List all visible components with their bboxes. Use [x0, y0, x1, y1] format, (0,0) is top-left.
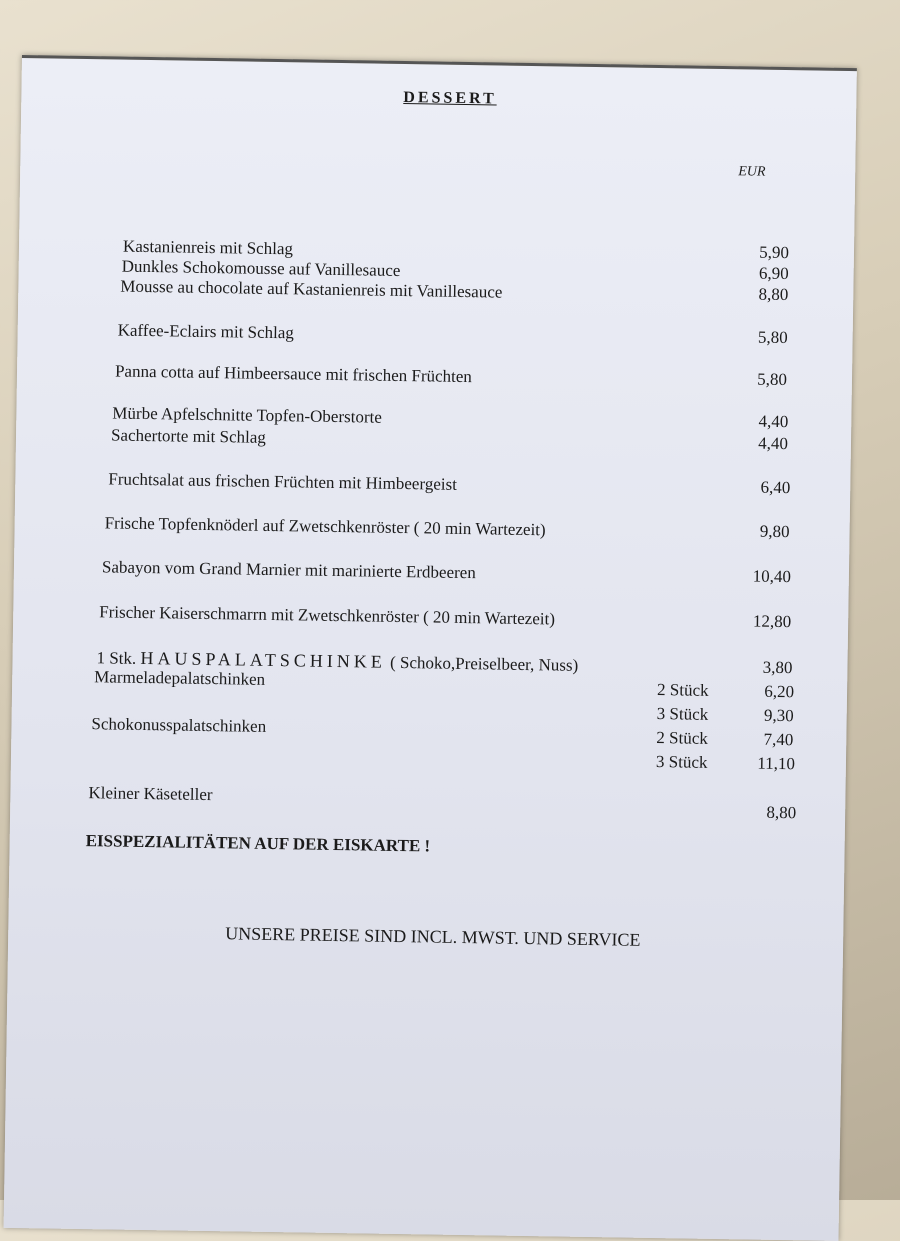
- menu-sheet: [4, 55, 857, 1241]
- palatschinken-qty: 3 Stück: [655, 752, 708, 772]
- palatschinken-price: 7,40: [763, 729, 794, 750]
- menu-item-price: 6,90: [758, 263, 789, 284]
- kaese-price: 8,80: [766, 802, 797, 823]
- menu-item-price: 5,80: [757, 327, 788, 348]
- eis-note: EISSPEZIALITÄTEN AUF DER EISKARTE !: [85, 831, 431, 856]
- kaese-name: Kleiner Käseteller: [88, 783, 213, 805]
- haus-prefix: 1 Stk.: [96, 648, 137, 668]
- menu-item-name: Mürbe Apfelschnitte Topfen-Oberstorte: [112, 403, 382, 427]
- footer-note: UNSERE PREISE SIND INCL. MWST. UND SERVICE: [225, 923, 641, 950]
- haus-suffix: ( Schoko,Preiselbeer, Nuss): [389, 652, 579, 675]
- menu-item-name: Kastanienreis mit Schlag: [122, 236, 294, 259]
- palatschinken-price: 9,30: [763, 705, 794, 726]
- menu-item-price: 10,40: [752, 566, 792, 587]
- menu-item-price: 8,80: [758, 284, 789, 305]
- palatschinken-qty: 2 Stück: [656, 680, 709, 700]
- palatschinken-name: Schokonusspalatschinken: [91, 714, 267, 736]
- menu-item-price: 4,40: [758, 433, 789, 454]
- menu-item-name: Sachertorte mit Schlag: [110, 425, 267, 447]
- haus-name: HAUSPALATSCHINKE: [140, 647, 386, 672]
- menu-item-name: Sabayon vom Grand Marnier mit marinierte Erdbeeren: [101, 557, 476, 583]
- menu-item-price: 6,40: [760, 477, 791, 498]
- menu-item-price: 5,80: [757, 369, 788, 390]
- currency-label: EUR: [738, 164, 766, 180]
- menu-item-price: 5,90: [759, 242, 790, 263]
- palatschinken-name: Marmeladepalatschinken: [94, 667, 266, 689]
- menu-item-name: Mousse au chocolate auf Kastanienreis mit Vanillesauce: [120, 276, 503, 302]
- haus-price: 3,80: [762, 657, 793, 678]
- palatschinken-price: 6,20: [764, 681, 795, 702]
- menu-item-name: Kaffee-Eclairs mit Schlag: [117, 320, 295, 343]
- palatschinken-qty: 2 Stück: [656, 728, 708, 748]
- menu-title: DESSERT: [403, 88, 497, 108]
- menu-item-price: 12,80: [752, 611, 792, 632]
- menu-item-name: Frische Topfenknöderl auf Zwetschkenröster ( 20 min Wartezeit): [104, 513, 546, 540]
- menu-item-name: Fruchtsalat aus frischen Früchten mit Himbeergeist: [108, 469, 458, 494]
- menu-item-price: 4,40: [758, 411, 789, 432]
- menu-item-price: 9,80: [759, 521, 790, 542]
- palatschinken-qty: 3 Stück: [656, 704, 709, 724]
- menu-item-name: Dunkles Schokomousse auf Vanillesauce: [121, 256, 401, 280]
- menu-item-name: Panna cotta auf Himbeersauce mit frischen Früchten: [114, 361, 473, 387]
- menu-item-name: Frischer Kaiserschmarrn mit Zwetschkenröster ( 20 min Wartezeit): [99, 602, 556, 629]
- palatschinken-price: 11,10: [757, 753, 796, 774]
